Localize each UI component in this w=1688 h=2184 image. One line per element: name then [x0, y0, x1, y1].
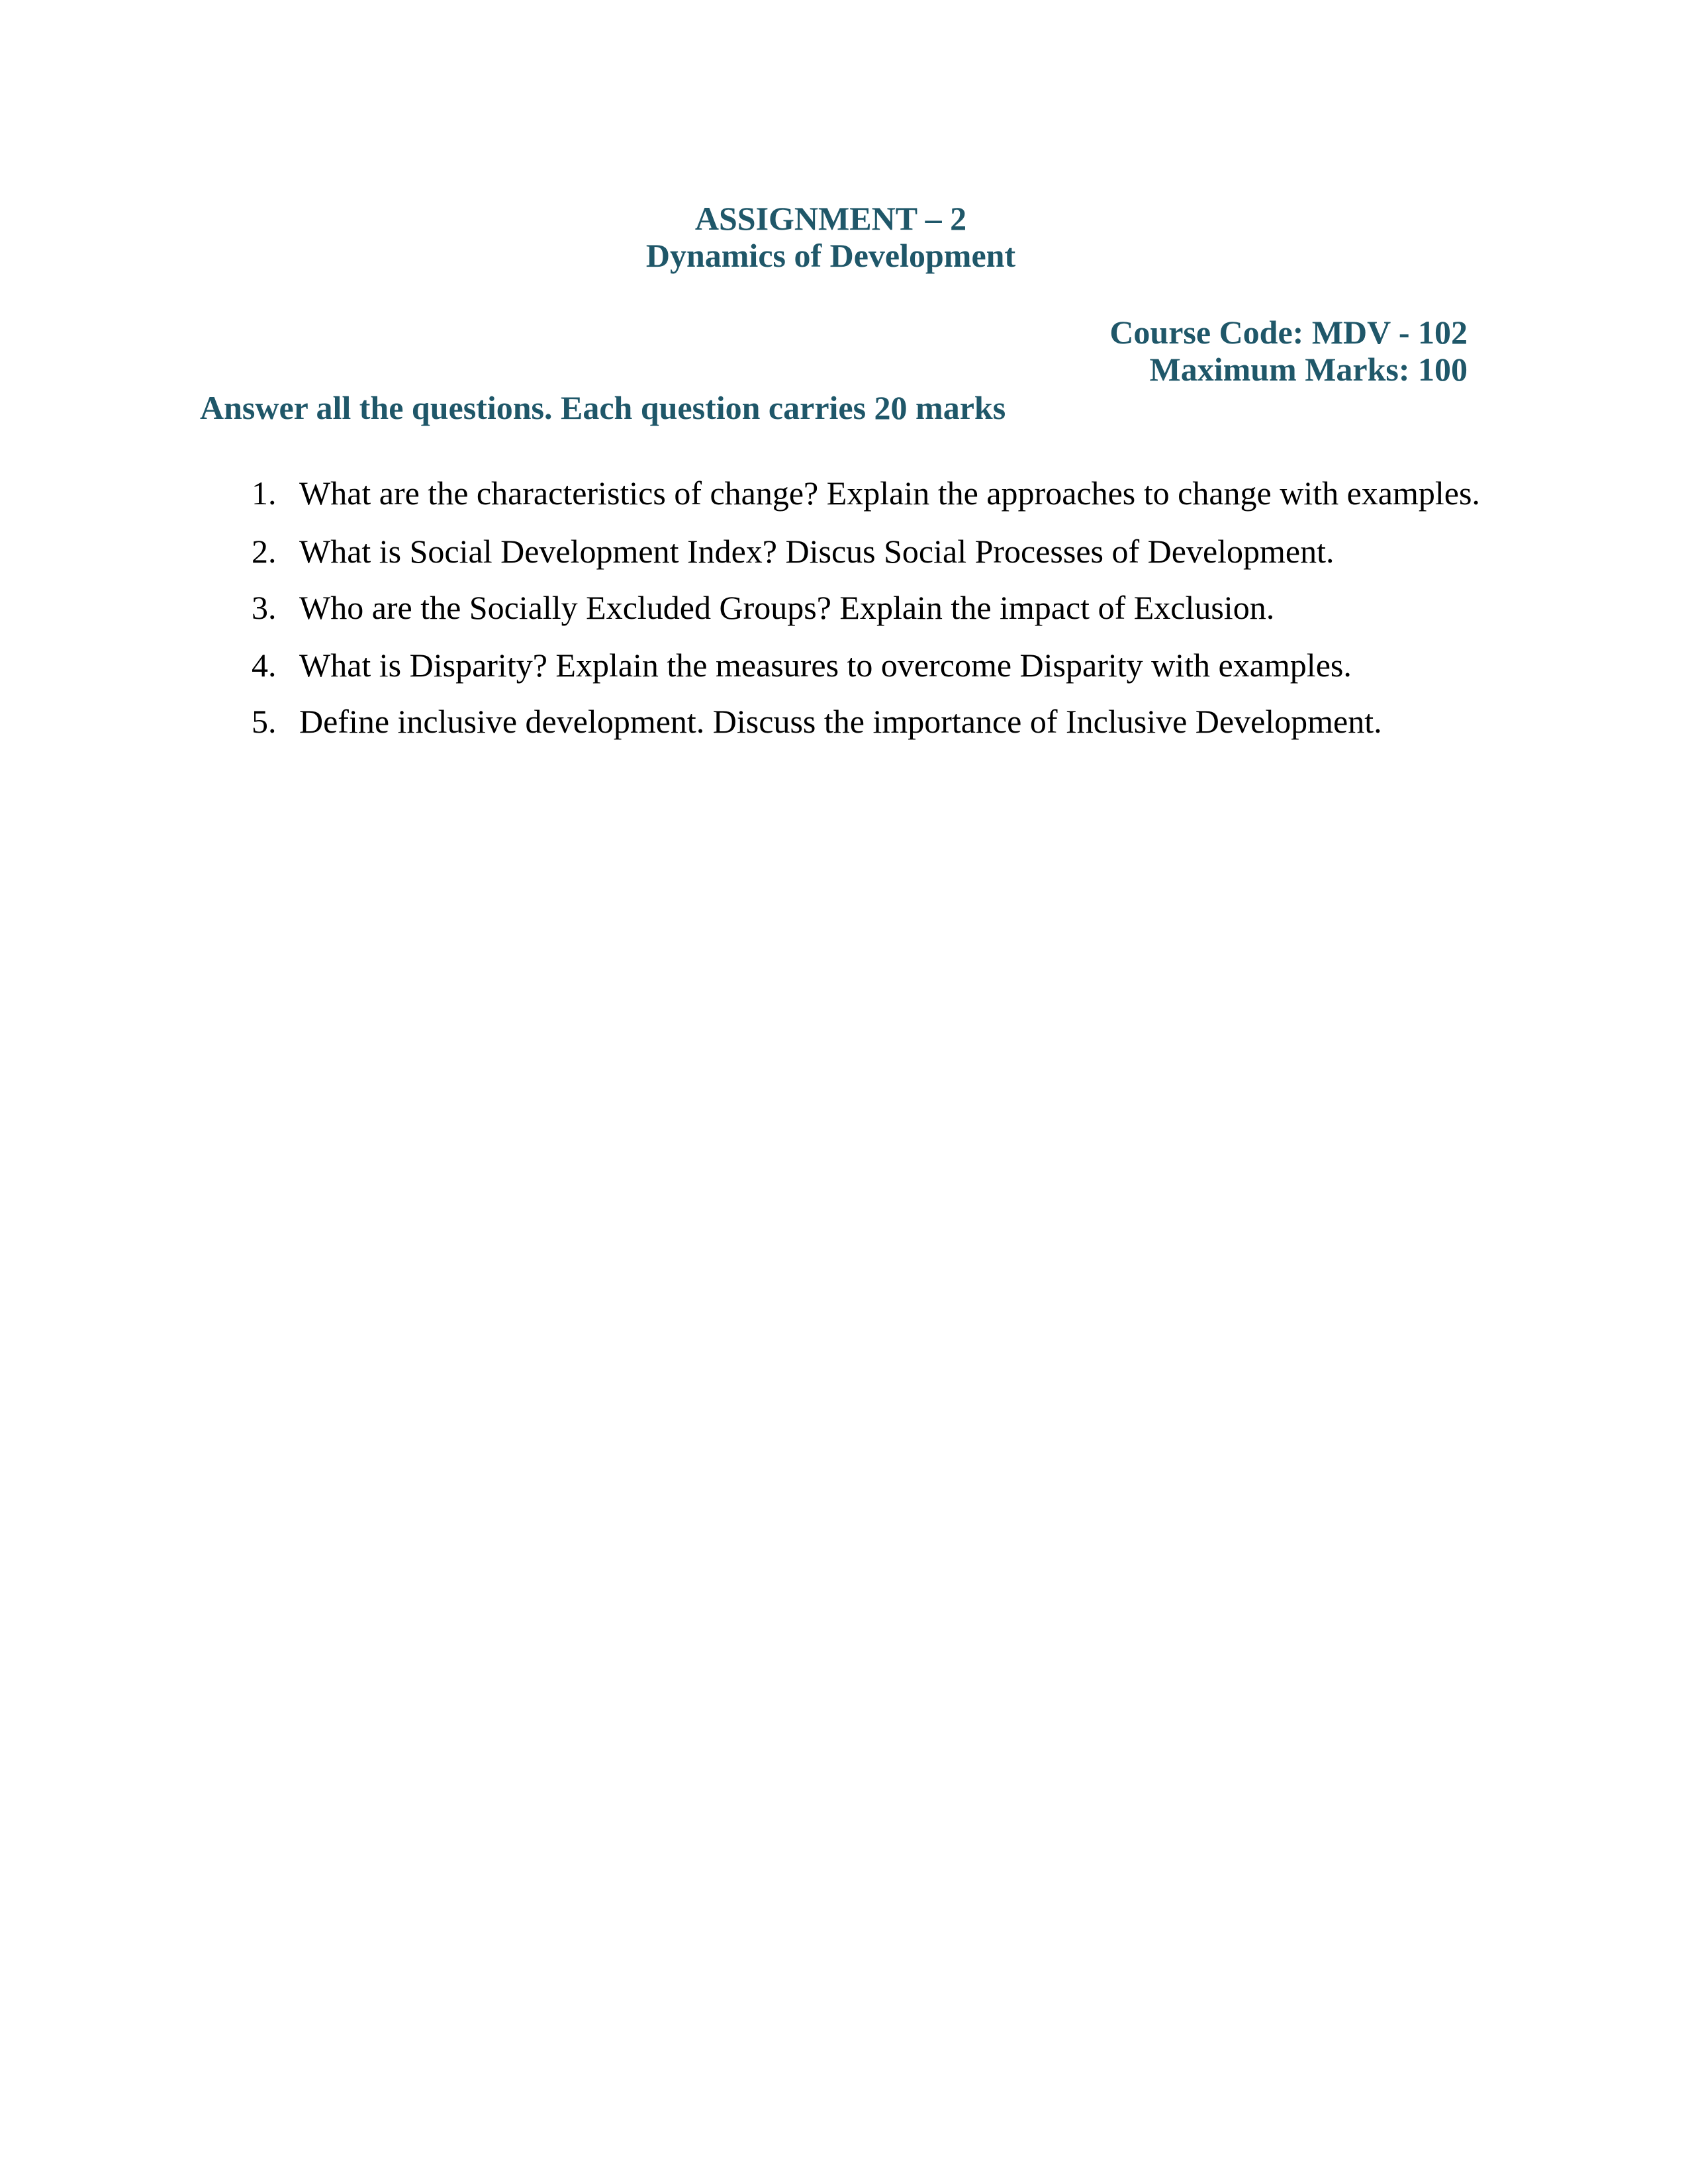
- question-number: 1.: [252, 475, 277, 512]
- question-text: Define inclusive development. Discuss the importance of Inclusive Development.: [299, 703, 1382, 740]
- question-number: 5.: [252, 703, 277, 740]
- maximum-marks: Maximum Marks: 100: [1149, 351, 1468, 388]
- question-number: 4.: [252, 647, 277, 684]
- assignment-title: ASSIGNMENT – 2: [694, 200, 967, 237]
- instructions: Answer all the questions. Each question carries 20 marks: [200, 389, 1006, 426]
- question-number: 3.: [252, 589, 277, 626]
- question-number: 2.: [252, 533, 277, 570]
- question-text: Who are the Socially Excluded Groups? Explain the impact of Exclusion.: [299, 589, 1275, 626]
- question-text: What is Disparity? Explain the measures to overcome Disparity with examples.: [299, 647, 1352, 684]
- question-text: What is Social Development Index? Discus Social Processes of Development.: [299, 533, 1335, 570]
- course-subtitle: Dynamics of Development: [645, 237, 1016, 274]
- course-code: Course Code: MDV - 102: [1109, 314, 1468, 351]
- question-text: What are the characteristics of change? Explain the approaches to change with examples.: [299, 475, 1480, 512]
